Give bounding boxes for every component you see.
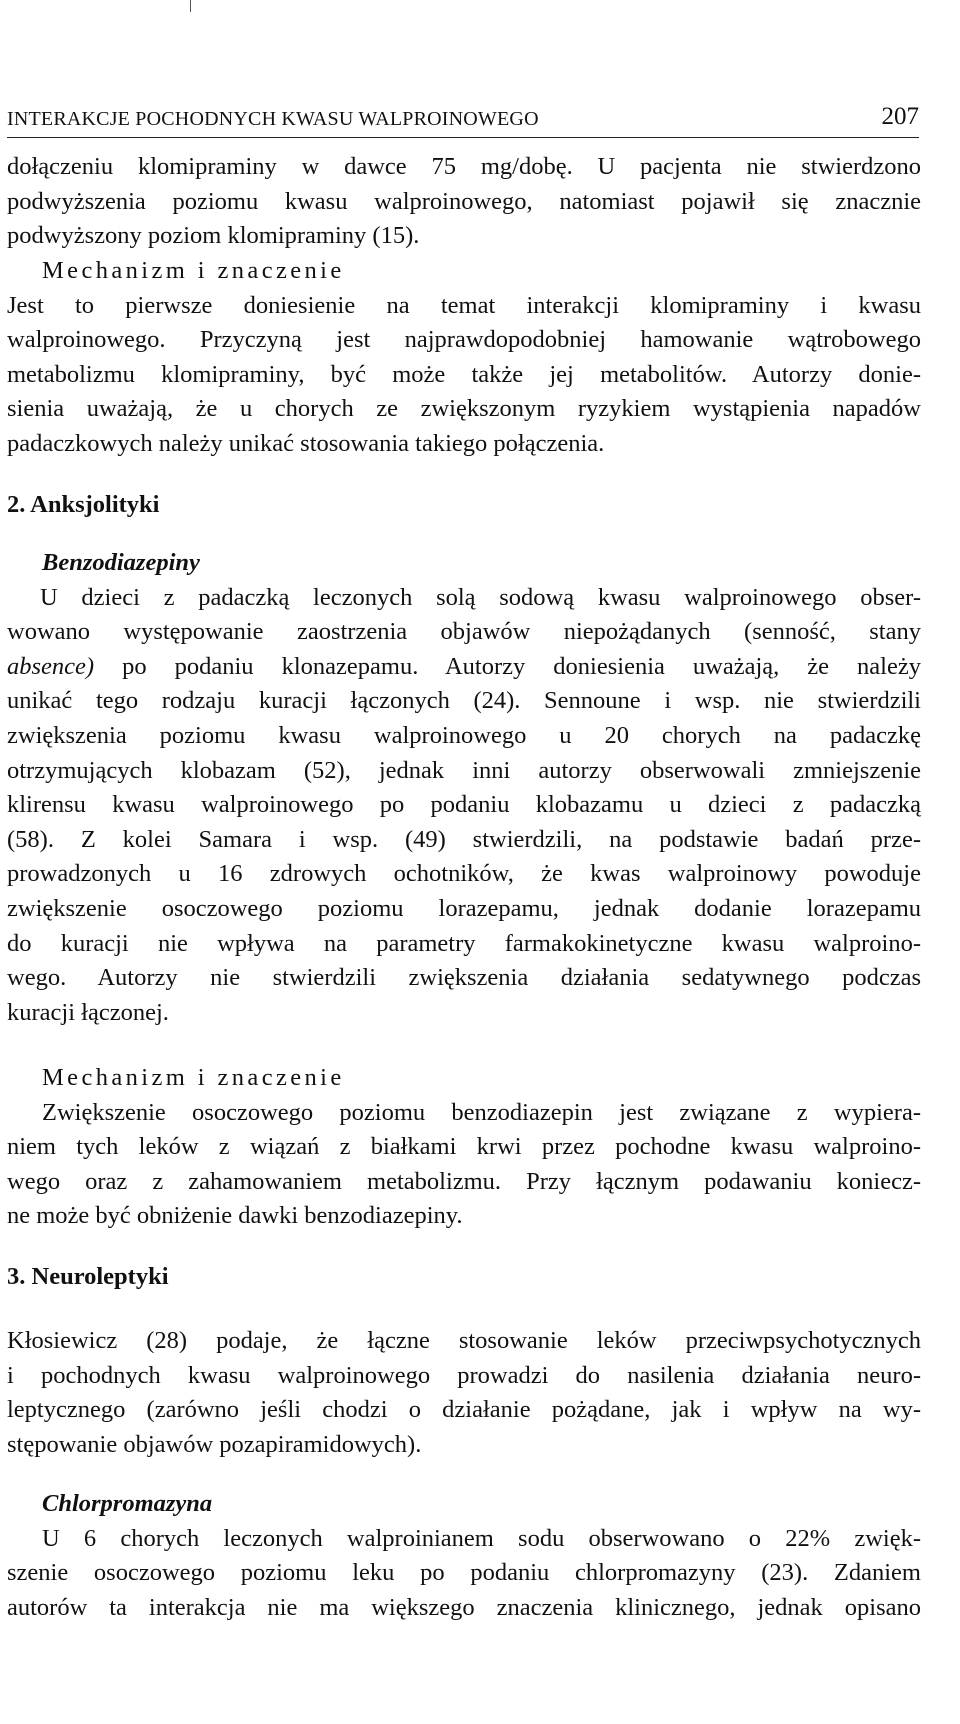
text-line: prowadzonych u 16 zdrowych ochotników, że kwas walproinowy powoduje [7,860,921,888]
text-line: dołączeniu klomipraminy w dawce 75 mg/dobę. U pacjenta nie stwierdzono [7,153,921,180]
text-line: ne może być obniżenie dawki benzodiazepiny. [7,1202,463,1230]
text-line: walproinowego. Przyczyną jest najprawdopodobniej hamowanie wątrobowego [7,326,921,354]
mechanism-section-2 [7,1061,921,1234]
text-line: stępowanie objawów pozapiramidowych). [7,1430,422,1458]
text-line: podwyższony poziom klomipraminy (15). [7,222,420,250]
text-line: kuracji łączonej. [7,998,169,1026]
page-number: 207 [881,103,919,130]
subsection-heading: Benzodiazepiny [42,549,200,576]
text-line: podwyższenia poziomu kwasu walproinowego, natomiast pojawił się znacznie [7,187,921,215]
text-line: Kłosiewicz (28) podaje, że łączne stosowanie leków przeciwpsychotycznych [7,1327,921,1354]
text-line: metabolizmu klomipraminy, być może także jej metabolitów. Autorzy donie- [7,360,921,388]
text-line: niem tych leków z wiązań z białkami krwi przez pochodne kwasu walproino- [7,1133,921,1161]
text-line: unikać tego rodzaju kuracji łączonych (24). Sennoune i wsp. nie stwierdzili [7,687,921,715]
text-line: wego. Autorzy nie stwierdzili zwiększenia działania sedatywnego podczas [7,964,921,992]
running-header [7,103,919,138]
section-3 [7,1260,921,1295]
text-line [7,650,921,685]
mechanism-heading: Mechanizm i znaczenie [42,257,345,284]
text-line: wego oraz z zahamowaniem metabolizmu. Przy łącznym podawaniu koniecz- [7,1167,921,1195]
text-line: sienia uważają, że u chorych ze zwiększonym ryzykiem wystąpienia napadów [7,395,921,423]
intro-paragraph [7,150,921,254]
text-line: autorów ta interakcja nie ma większego znaczenia klinicznego, jednak opisano [7,1593,921,1621]
scan-mark [190,0,191,12]
text-line: U dzieci z padaczką leczonych solą sodową kwasu walproinowego obser- [40,583,921,611]
subsection-heading: Chlorpromazyna [42,1490,213,1517]
text-line: Zwiększenie osoczowego poziomu benzodiazepin jest związane z wypiera- [42,1098,921,1126]
text-line: leptycznego (zarówno jeśli chodzi o działanie pożądane, jak i wpływ na wy- [7,1396,921,1424]
text-line: wowano występowanie zaostrzenia objawów niepożądanych (senność, stany [7,618,921,646]
chlorpromazine-block [7,1487,921,1625]
text-line: do kuracji nie wpływa na parametry farmakokinetyczne kwasu walproino- [7,929,921,957]
running-title: INTERAKCJE POCHODNYCH KWASU WALPROINOWEGO [7,108,539,130]
text-line: U 6 chorych leczonych walproinianem sodu obserwowano o 22% zwięk- [42,1524,921,1552]
mechanism-heading: Mechanizm i znaczenie [42,1064,345,1091]
text-line: szenie osoczowego poziomu leku po podaniu chlorpromazyny (23). Zdaniem [7,1559,921,1587]
text-line: (58). Z kolei Samara i wsp. (49) stwierdzili, na podstawie badań prze- [7,825,921,853]
section-heading: 2. Anksjolityki [7,491,160,518]
text-line: zwiększenie osoczowego poziomu lorazepamu, jednak dodanie lorazepamu [7,894,921,922]
text-line: padaczkowych należy unikać stosowania takiego połączenia. [7,429,605,457]
section-2 [7,488,921,523]
text-fragment: po podaniu klonazepamu. Autorzy doniesienia uważają, że należy [94,652,921,680]
text-line: i pochodnych kwasu walproinowego prowadzi do nasilenia działania neuro- [7,1361,921,1389]
mechanism-section-1 [7,254,921,462]
section-heading: 3. Neuroleptyki [7,1263,169,1290]
text-line: klirensu kwasu walproinowego po podaniu klobazamu u dzieci z padaczką [7,791,921,819]
neuroleptics-paragraph [7,1324,921,1462]
text-line: zwiększenia poziomu kwasu walproinowego u 20 chorych na padaczkę [7,721,921,749]
italic-term: absence) [7,652,95,680]
text-line: otrzymujących klobazam (52), jednak inni autorzy obserwowali zmniejszenie [7,756,921,784]
text-line: Jest to pierwsze doniesienie na temat interakcji klomipraminy i kwasu [7,291,921,319]
benzodiazepines-block [7,546,921,1030]
